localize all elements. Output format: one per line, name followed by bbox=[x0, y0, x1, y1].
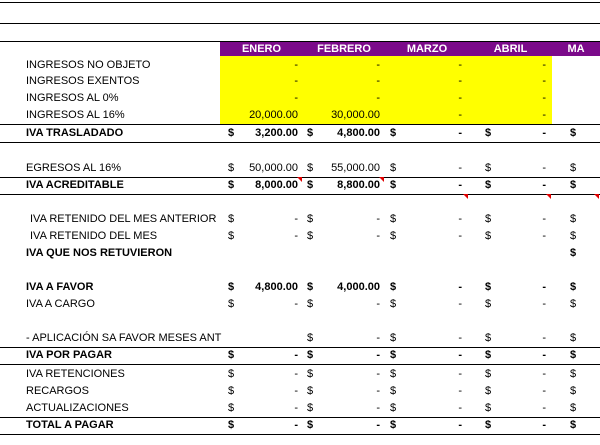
currency-symbol[interactable]: $ bbox=[307, 368, 314, 380]
currency-symbol[interactable]: $ bbox=[228, 179, 235, 191]
cell-value[interactable] bbox=[520, 160, 600, 177]
cell-value[interactable]: - bbox=[376, 385, 380, 397]
row-label[interactable]: IVA RETENIDO DEL MES ANTERIOR bbox=[30, 213, 217, 225]
table-row bbox=[0, 73, 600, 90]
currency-symbol[interactable]: $ bbox=[570, 402, 577, 414]
currency-symbol[interactable]: $ bbox=[570, 349, 577, 361]
cell-value[interactable] bbox=[520, 366, 600, 383]
cell-value[interactable]: - bbox=[542, 332, 546, 344]
currency-symbol[interactable]: $ bbox=[485, 332, 492, 344]
currency-symbol[interactable]: $ bbox=[485, 162, 492, 174]
currency-symbol[interactable]: $ bbox=[307, 332, 314, 344]
table-row bbox=[0, 228, 600, 245]
cell-value[interactable]: - bbox=[376, 59, 380, 71]
table-row bbox=[0, 211, 600, 228]
row-label[interactable]: IVA RETENCIONES bbox=[26, 368, 125, 380]
row-label[interactable]: EGRESOS AL 16% bbox=[26, 162, 121, 174]
currency-symbol[interactable]: $ bbox=[570, 127, 577, 139]
cell-value[interactable]: - bbox=[542, 368, 546, 380]
cell-value[interactable]: - bbox=[294, 230, 298, 242]
cell-value[interactable]: - bbox=[542, 349, 546, 361]
month-header-1[interactable]: ENERO bbox=[220, 42, 303, 56]
cell-value[interactable] bbox=[520, 177, 600, 194]
cell-value[interactable]: - bbox=[542, 127, 546, 139]
cell-value[interactable]: - bbox=[542, 179, 546, 191]
table-row bbox=[0, 383, 600, 400]
currency-symbol[interactable]: $ bbox=[307, 402, 314, 414]
currency-symbol[interactable]: $ bbox=[307, 281, 314, 293]
row-label[interactable]: ACTUALIZACIONES bbox=[26, 402, 129, 414]
cell-value[interactable]: - bbox=[458, 179, 462, 191]
cell-value[interactable]: - bbox=[458, 75, 462, 87]
row-label[interactable]: IVA ACREDITABLE bbox=[26, 179, 124, 191]
cell-value[interactable] bbox=[520, 90, 600, 107]
cell-value[interactable] bbox=[520, 73, 600, 90]
row-label[interactable]: INGRESOS AL 16% bbox=[26, 109, 125, 121]
cell-value[interactable]: - bbox=[458, 213, 462, 225]
currency-symbol[interactable]: $ bbox=[390, 179, 397, 191]
currency-symbol[interactable]: $ bbox=[307, 419, 314, 431]
row-label[interactable]: - APLICACIÓN SA FAVOR MESES ANT bbox=[26, 332, 222, 344]
currency-symbol[interactable]: $ bbox=[228, 127, 235, 139]
currency-symbol[interactable]: $ bbox=[570, 179, 577, 191]
row-label[interactable]: INGRESOS NO OBJETO bbox=[26, 59, 151, 71]
row-label[interactable]: IVA A FAVOR bbox=[26, 281, 94, 293]
cell-value[interactable] bbox=[520, 107, 600, 124]
cell-value[interactable] bbox=[520, 330, 600, 347]
currency-symbol[interactable]: $ bbox=[228, 349, 235, 361]
table-row bbox=[0, 279, 600, 296]
table-row bbox=[0, 125, 600, 143]
currency-symbol[interactable]: $ bbox=[228, 419, 235, 431]
currency-symbol[interactable]: $ bbox=[390, 281, 397, 293]
currency-symbol[interactable]: $ bbox=[390, 332, 397, 344]
currency-symbol[interactable]: $ bbox=[390, 298, 397, 310]
cell-value[interactable]: - bbox=[376, 368, 380, 380]
currency-symbol[interactable]: $ bbox=[228, 230, 235, 242]
cell-value[interactable]: - bbox=[458, 127, 462, 139]
cell-value[interactable] bbox=[520, 279, 600, 296]
cell-value[interactable]: - bbox=[376, 349, 380, 361]
cell-value[interactable]: - bbox=[542, 298, 546, 310]
cell-value[interactable]: - bbox=[294, 368, 298, 380]
table-row bbox=[0, 330, 600, 348]
cell-value[interactable]: - bbox=[542, 385, 546, 397]
cell-value[interactable]: 50,000.00 bbox=[249, 162, 298, 174]
month-header-4[interactable]: ABRIL bbox=[469, 42, 552, 56]
cell-value[interactable]: - bbox=[294, 92, 298, 104]
cell-value[interactable]: - bbox=[376, 402, 380, 414]
cell-value[interactable]: - bbox=[458, 162, 462, 174]
comment-indicator-icon[interactable] bbox=[546, 194, 551, 199]
cell-value[interactable]: - bbox=[542, 75, 546, 87]
currency-symbol[interactable]: $ bbox=[228, 385, 235, 397]
currency-symbol[interactable]: $ bbox=[570, 247, 577, 259]
row-label[interactable]: IVA RETENIDO DEL MES bbox=[30, 230, 158, 242]
currency-symbol[interactable]: $ bbox=[570, 298, 577, 310]
table-row bbox=[0, 57, 600, 74]
currency-symbol[interactable]: $ bbox=[228, 213, 235, 225]
cell-value[interactable]: - bbox=[294, 59, 298, 71]
cell-value[interactable]: - bbox=[458, 402, 462, 414]
row-label[interactable]: IVA QUE NOS RETUVIERON bbox=[26, 247, 173, 259]
cell-value[interactable]: 30,000.00 bbox=[331, 109, 380, 121]
cell-value[interactable] bbox=[520, 245, 600, 262]
table-row bbox=[0, 366, 600, 383]
currency-symbol[interactable]: $ bbox=[390, 419, 397, 431]
currency-symbol[interactable]: $ bbox=[228, 402, 235, 414]
cell-value[interactable] bbox=[520, 57, 600, 74]
cell-value[interactable] bbox=[520, 400, 600, 417]
cell-value[interactable]: - bbox=[458, 298, 462, 310]
currency-symbol[interactable]: $ bbox=[390, 402, 397, 414]
cell-value[interactable]: 4,800.00 bbox=[255, 281, 298, 293]
cell-value[interactable]: - bbox=[542, 92, 546, 104]
cell-value[interactable]: - bbox=[376, 298, 380, 310]
currency-symbol[interactable]: $ bbox=[485, 298, 492, 310]
cell-value[interactable]: - bbox=[294, 402, 298, 414]
cell-value[interactable]: - bbox=[458, 281, 462, 293]
table-row bbox=[0, 245, 600, 262]
currency-symbol[interactable]: $ bbox=[228, 368, 235, 380]
comment-indicator-icon[interactable] bbox=[594, 194, 599, 199]
cell-value[interactable]: - bbox=[294, 385, 298, 397]
currency-symbol[interactable]: $ bbox=[485, 179, 492, 191]
currency-symbol[interactable]: $ bbox=[485, 230, 492, 242]
currency-symbol[interactable]: $ bbox=[307, 349, 314, 361]
month-header-2[interactable]: FEBRERO bbox=[303, 42, 385, 56]
cell-value[interactable]: - bbox=[542, 402, 546, 414]
cell-value[interactable] bbox=[382, 245, 462, 262]
cell-value[interactable]: - bbox=[542, 213, 546, 225]
table-row bbox=[0, 296, 600, 313]
month-header-3[interactable]: MARZO bbox=[385, 42, 469, 56]
cell-value[interactable]: - bbox=[458, 385, 462, 397]
cell-value[interactable] bbox=[520, 228, 600, 245]
currency-symbol[interactable]: $ bbox=[390, 213, 397, 225]
cell-value[interactable]: - bbox=[458, 419, 462, 431]
currency-symbol[interactable]: $ bbox=[485, 385, 492, 397]
currency-symbol[interactable]: $ bbox=[485, 213, 492, 225]
comment-indicator-icon[interactable] bbox=[463, 194, 468, 199]
comment-indicator-icon[interactable] bbox=[297, 177, 302, 182]
table-row bbox=[0, 160, 600, 178]
cell-value[interactable]: - bbox=[542, 230, 546, 242]
currency-symbol[interactable]: $ bbox=[485, 368, 492, 380]
currency-symbol[interactable]: $ bbox=[570, 332, 577, 344]
row-label[interactable]: INGRESOS AL 0% bbox=[26, 92, 119, 104]
cell-value[interactable]: - bbox=[542, 281, 546, 293]
currency-symbol[interactable]: $ bbox=[390, 162, 397, 174]
currency-symbol[interactable]: $ bbox=[307, 298, 314, 310]
cell-value[interactable]: - bbox=[458, 109, 462, 121]
cell-value[interactable]: - bbox=[376, 213, 380, 225]
currency-symbol[interactable]: $ bbox=[307, 230, 314, 242]
row-label[interactable]: TOTAL A PAGAR bbox=[26, 419, 114, 431]
table-row bbox=[0, 400, 600, 418]
cell-value[interactable]: 55,000.00 bbox=[331, 162, 380, 174]
row-label[interactable]: INGRESOS EXENTOS bbox=[26, 75, 140, 87]
table-row bbox=[0, 417, 600, 435]
cell-value[interactable] bbox=[520, 211, 600, 228]
cell-value[interactable] bbox=[300, 245, 380, 262]
cell-value[interactable]: - bbox=[376, 419, 380, 431]
cell-value[interactable]: - bbox=[376, 332, 380, 344]
currency-symbol[interactable]: $ bbox=[228, 162, 235, 174]
currency-symbol[interactable]: $ bbox=[307, 127, 314, 139]
currency-symbol[interactable]: $ bbox=[485, 281, 492, 293]
cell-value[interactable]: 4,000.00 bbox=[337, 281, 380, 293]
cell-value[interactable]: - bbox=[458, 349, 462, 361]
currency-symbol[interactable]: $ bbox=[390, 349, 397, 361]
currency-symbol[interactable]: $ bbox=[307, 213, 314, 225]
comment-indicator-icon[interactable] bbox=[379, 177, 384, 182]
currency-symbol[interactable]: $ bbox=[390, 127, 397, 139]
cell-value[interactable] bbox=[218, 330, 298, 347]
currency-symbol[interactable]: $ bbox=[307, 162, 314, 174]
cell-value[interactable] bbox=[520, 417, 600, 434]
sheet-top-border bbox=[0, 2, 600, 3]
cell-value[interactable]: - bbox=[458, 230, 462, 242]
currency-symbol[interactable]: $ bbox=[307, 385, 314, 397]
table-row bbox=[0, 347, 600, 365]
cell-value[interactable]: 3,200.00 bbox=[255, 127, 298, 139]
cell-value[interactable]: - bbox=[376, 92, 380, 104]
cell-value[interactable]: - bbox=[294, 298, 298, 310]
currency-symbol[interactable]: $ bbox=[228, 298, 235, 310]
currency-symbol[interactable]: $ bbox=[485, 419, 492, 431]
currency-symbol[interactable]: $ bbox=[390, 368, 397, 380]
cell-value[interactable]: 8,000.00 bbox=[255, 179, 298, 191]
cell-value[interactable]: - bbox=[294, 75, 298, 87]
currency-symbol[interactable]: $ bbox=[570, 162, 577, 174]
currency-symbol[interactable]: $ bbox=[570, 385, 577, 397]
table-row bbox=[0, 90, 600, 107]
cell-value[interactable]: - bbox=[458, 368, 462, 380]
currency-symbol[interactable]: $ bbox=[570, 368, 577, 380]
cell-value[interactable]: - bbox=[542, 59, 546, 71]
cell-value[interactable]: - bbox=[458, 92, 462, 104]
currency-symbol[interactable]: $ bbox=[307, 179, 314, 191]
currency-symbol[interactable]: $ bbox=[570, 419, 577, 431]
cell-value[interactable]: 4,800.00 bbox=[337, 127, 380, 139]
cell-value[interactable]: - bbox=[376, 75, 380, 87]
currency-symbol[interactable]: $ bbox=[390, 385, 397, 397]
row-label[interactable]: IVA POR PAGAR bbox=[26, 349, 112, 361]
table-row bbox=[0, 107, 600, 125]
currency-symbol[interactable]: $ bbox=[570, 213, 577, 225]
currency-symbol[interactable]: $ bbox=[390, 230, 397, 242]
currency-symbol[interactable]: $ bbox=[485, 127, 492, 139]
sheet-separator bbox=[0, 23, 600, 24]
cell-value[interactable] bbox=[520, 296, 600, 313]
cell-value[interactable]: - bbox=[376, 230, 380, 242]
cell-value[interactable]: - bbox=[458, 332, 462, 344]
cell-value[interactable]: - bbox=[294, 213, 298, 225]
cell-value[interactable] bbox=[218, 245, 298, 262]
cell-value[interactable]: - bbox=[458, 59, 462, 71]
currency-symbol[interactable]: $ bbox=[228, 281, 235, 293]
month-header-5[interactable]: MA bbox=[552, 42, 600, 56]
row-label[interactable]: IVA A CARGO bbox=[26, 298, 95, 310]
cell-value[interactable]: - bbox=[542, 419, 546, 431]
cell-value[interactable] bbox=[520, 125, 600, 142]
currency-symbol[interactable]: $ bbox=[485, 349, 492, 361]
row-label[interactable]: IVA TRASLADADO bbox=[26, 127, 124, 139]
cell-value[interactable]: - bbox=[294, 419, 298, 431]
cell-value[interactable]: - bbox=[542, 162, 546, 174]
cell-value[interactable] bbox=[520, 383, 600, 400]
cell-value[interactable]: 20,000.00 bbox=[249, 109, 298, 121]
month-header-row bbox=[0, 41, 600, 56]
cell-value[interactable] bbox=[520, 347, 600, 364]
currency-symbol[interactable]: $ bbox=[485, 402, 492, 414]
cell-value[interactable]: - bbox=[542, 109, 546, 121]
currency-symbol[interactable]: $ bbox=[570, 281, 577, 293]
row-label[interactable]: RECARGOS bbox=[26, 385, 89, 397]
cell-value[interactable]: 8,800.00 bbox=[337, 179, 380, 191]
currency-symbol[interactable]: $ bbox=[570, 230, 577, 242]
cell-value[interactable]: - bbox=[294, 349, 298, 361]
